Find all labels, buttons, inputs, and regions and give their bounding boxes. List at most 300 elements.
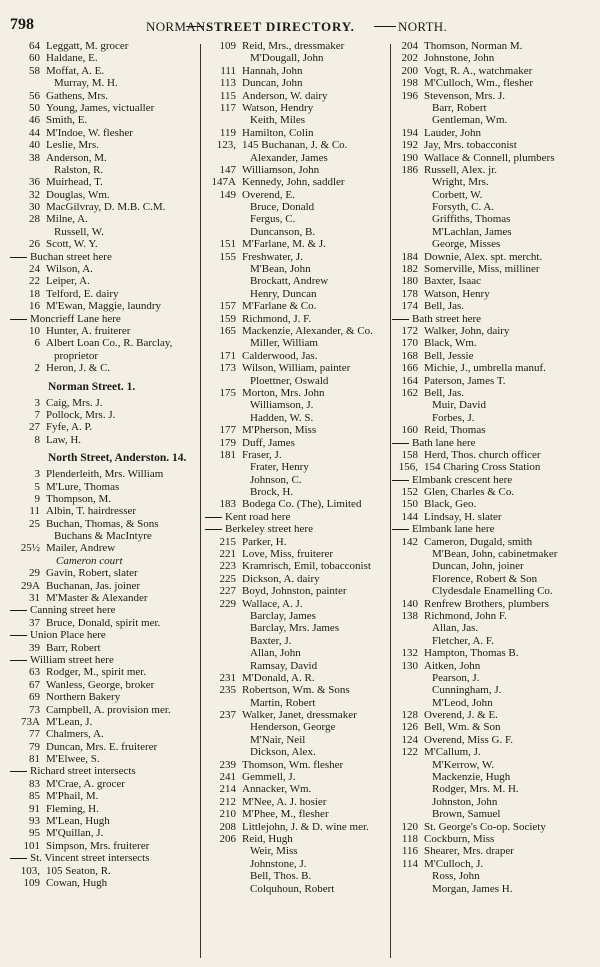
house-number: 165 bbox=[219, 324, 236, 337]
entry-text: Young, James, victualler bbox=[46, 101, 155, 114]
directory-entry bbox=[392, 238, 588, 250]
entry-text: M'Lean, Hugh bbox=[46, 815, 110, 828]
directory-entry bbox=[392, 362, 588, 374]
entry-text: Bell, Wm. & Son bbox=[424, 721, 501, 734]
directory-entry bbox=[205, 399, 395, 411]
house-number: 151 bbox=[219, 238, 236, 251]
directory-entry bbox=[392, 672, 588, 684]
house-number: 24 bbox=[29, 263, 40, 276]
cross-street-marker bbox=[392, 474, 588, 486]
house-number: 198 bbox=[401, 77, 418, 90]
house-number: 37 bbox=[29, 616, 40, 629]
entry-text: Bell, Jas. bbox=[424, 386, 465, 399]
directory-entry bbox=[10, 337, 198, 349]
entry-text: Albin, T. hairdresser bbox=[46, 505, 137, 518]
entry-text: Hunter, A. fruiterer bbox=[46, 324, 131, 337]
entry-text: Williamson, John bbox=[242, 163, 320, 176]
marker-dash bbox=[10, 771, 27, 772]
entry-text: Love, Miss, fruiterer bbox=[242, 548, 334, 561]
directory-entry bbox=[392, 684, 588, 696]
directory-entry bbox=[205, 746, 395, 758]
house-number: 101 bbox=[23, 839, 40, 852]
entry-text: Fleming, H. bbox=[46, 802, 99, 815]
entry-text: 145 Buchanan, J. & Co. bbox=[242, 139, 348, 152]
directory-entry bbox=[10, 567, 198, 579]
house-number: 73A bbox=[21, 715, 40, 728]
directory-entry bbox=[205, 474, 395, 486]
entry-text: Muir, David bbox=[432, 399, 486, 412]
directory-entry bbox=[392, 164, 588, 176]
directory-entry bbox=[10, 201, 198, 213]
directory-entry bbox=[10, 778, 198, 790]
directory-entry bbox=[10, 300, 198, 312]
entry-text: Williamson, J. bbox=[250, 399, 314, 412]
directory-entry bbox=[392, 449, 588, 461]
entry-text: Martin, Robert bbox=[250, 696, 316, 709]
entry-text: Forsyth, C. A. bbox=[432, 201, 495, 214]
entry-text: Wanless, George, broker bbox=[46, 678, 155, 691]
header-right: NORTH. bbox=[398, 19, 448, 34]
marker-dash bbox=[205, 517, 222, 518]
house-number: 206 bbox=[219, 833, 236, 845]
directory-entry bbox=[10, 176, 198, 188]
directory-entry bbox=[10, 114, 198, 126]
directory-entry bbox=[205, 350, 395, 362]
house-number: 147 bbox=[219, 163, 236, 176]
house-number: 178 bbox=[401, 287, 418, 300]
directory-entry bbox=[392, 734, 588, 746]
directory-entry bbox=[10, 434, 198, 446]
entry-text: 105 Seaton, R. bbox=[46, 864, 111, 877]
entry-text: Ross, John bbox=[432, 870, 480, 883]
entry-text: Vogt, R. A., watchmaker bbox=[424, 64, 533, 77]
entry-text: M'Crae, A. grocer bbox=[46, 777, 125, 790]
house-number: 160 bbox=[401, 424, 418, 437]
entry-text: M'Phail, M. bbox=[46, 790, 99, 803]
entry-text: Calderwood, Jas. bbox=[242, 349, 318, 362]
house-number: 30 bbox=[29, 201, 40, 214]
marker-dash bbox=[10, 660, 27, 661]
directory-entry bbox=[205, 114, 395, 126]
house-number: 26 bbox=[29, 238, 40, 251]
directory-entry bbox=[205, 288, 395, 300]
entry-text: Moffat, A. E. bbox=[46, 64, 105, 77]
house-number: 126 bbox=[401, 721, 418, 734]
entry-text: Hamilton, Colin bbox=[242, 126, 314, 139]
entry-text: Griffiths, Thomas bbox=[432, 213, 511, 226]
house-number: 109 bbox=[219, 40, 236, 52]
cross-street-marker bbox=[10, 852, 198, 864]
house-number: 159 bbox=[219, 312, 236, 325]
directory-entry bbox=[205, 40, 395, 52]
house-number: 64 bbox=[29, 40, 40, 52]
directory-entry bbox=[10, 753, 198, 765]
house-number: 11 bbox=[29, 505, 40, 518]
entry-text: Michie, J., umbrella manuf. bbox=[424, 362, 546, 375]
house-number: 32 bbox=[29, 188, 40, 201]
directory-entry bbox=[205, 387, 395, 399]
directory-entry bbox=[205, 313, 395, 325]
directory-entry bbox=[205, 449, 395, 461]
house-number: 120 bbox=[401, 820, 418, 833]
directory-entry bbox=[205, 65, 395, 77]
entry-text: Bath street here bbox=[412, 312, 482, 325]
directory-entry bbox=[205, 139, 395, 151]
directory-entry bbox=[392, 461, 588, 473]
entry-text: St. George's Co-op. Society bbox=[424, 820, 546, 833]
entry-text: Haldane, E. bbox=[46, 52, 98, 65]
column-rule bbox=[200, 44, 201, 958]
house-number: 56 bbox=[29, 89, 40, 102]
entry-text: M'Callum, J. bbox=[424, 746, 481, 759]
entry-text: Dickson, A. dairy bbox=[242, 572, 320, 585]
entry-text: Wilson, A. bbox=[46, 263, 93, 276]
entry-text: Hampton, Thomas B. bbox=[424, 647, 519, 660]
house-number: 7 bbox=[34, 408, 40, 421]
house-number: 158 bbox=[401, 448, 418, 461]
entry-text: Overend, J. & E. bbox=[424, 709, 498, 722]
entry-text: Rodger, M., spirit mer. bbox=[46, 666, 147, 679]
directory-entry bbox=[10, 840, 198, 852]
cross-street-marker bbox=[205, 523, 395, 535]
entry-text: Cameron, Dugald, smith bbox=[424, 535, 533, 548]
entry-text: Leslie, Mrs. bbox=[46, 139, 99, 152]
house-number: 58 bbox=[29, 64, 40, 77]
entry-text: Stevenson, Mrs. J. bbox=[424, 89, 505, 102]
directory-entry bbox=[205, 734, 395, 746]
entry-text: Glen, Charles & Co. bbox=[424, 486, 515, 499]
directory-entry bbox=[10, 542, 198, 554]
directory-entry bbox=[10, 728, 198, 740]
directory-entry bbox=[205, 461, 395, 473]
directory-entry bbox=[392, 709, 588, 721]
entry-text: Russell, W. bbox=[54, 225, 104, 238]
directory-entry bbox=[392, 511, 588, 523]
entry-text: Richard street intersects bbox=[30, 765, 136, 778]
directory-entry bbox=[392, 300, 588, 312]
house-number: 95 bbox=[29, 827, 40, 840]
entry-text: Barr, Robert bbox=[432, 101, 487, 114]
entry-text: Duncan, Mrs. E. fruiterer bbox=[46, 740, 158, 753]
directory-entry bbox=[205, 870, 395, 882]
directory-entry bbox=[392, 883, 588, 895]
directory-entry bbox=[10, 350, 198, 362]
entry-text: Henry, Duncan bbox=[250, 287, 317, 300]
entry-text: Wallace & Connell, plumbers bbox=[424, 151, 555, 164]
directory-entry bbox=[392, 746, 588, 758]
directory-entry bbox=[392, 548, 588, 560]
directory-entry bbox=[392, 498, 588, 510]
entry-text: M'Lachlan, James bbox=[432, 225, 512, 238]
entry-text: Milne, A. bbox=[46, 213, 88, 226]
directory-entry bbox=[392, 213, 588, 225]
entry-text: Forbes, J. bbox=[432, 411, 475, 424]
house-number: 128 bbox=[401, 709, 418, 722]
directory-column-1 bbox=[10, 40, 198, 889]
entry-text: Paterson, James T. bbox=[424, 374, 506, 387]
entry-text: Black, Wm. bbox=[424, 337, 477, 350]
directory-entry bbox=[10, 152, 198, 164]
entry-text: M'Lean, J. bbox=[46, 715, 93, 728]
directory-entry bbox=[205, 796, 395, 808]
entry-text: Ramsay, David bbox=[250, 659, 318, 672]
entry-text: Heron, J. & C. bbox=[46, 362, 111, 375]
house-number: 157 bbox=[219, 300, 236, 313]
entry-text: M'Dougall, John bbox=[250, 52, 324, 65]
house-number: 225 bbox=[219, 572, 236, 585]
directory-entry bbox=[392, 40, 588, 52]
street-heading-text: Norman Street. 1. bbox=[48, 380, 136, 393]
directory-entry bbox=[205, 375, 395, 387]
entry-text: Bell, Jessie bbox=[424, 349, 474, 362]
cross-street-marker bbox=[392, 523, 588, 535]
house-number: 142 bbox=[401, 535, 418, 548]
entry-text: M'Quillan, J. bbox=[46, 827, 104, 840]
directory-entry bbox=[10, 226, 198, 238]
marker-dash bbox=[392, 319, 409, 320]
entry-text: Downie, Alex. spt. mercht. bbox=[424, 250, 543, 263]
entry-text: Herd, Thos. church officer bbox=[424, 448, 541, 461]
entry-text: M'Leod, John bbox=[432, 696, 493, 709]
entry-text: Watson, Henry bbox=[424, 287, 490, 300]
entry-text: Kennedy, John, saddler bbox=[242, 176, 345, 189]
directory-entry bbox=[205, 771, 395, 783]
entry-text: Kramrisch, Emil, tobacconist bbox=[242, 560, 371, 573]
house-number: 172 bbox=[401, 324, 418, 337]
entry-text: Caig, Mrs. J. bbox=[46, 396, 103, 409]
directory-entry bbox=[205, 573, 395, 585]
entry-text: Weir, Miss bbox=[250, 845, 298, 858]
entry-text: Thompson, M. bbox=[46, 492, 112, 505]
directory-entry bbox=[205, 536, 395, 548]
house-number: 223 bbox=[219, 560, 236, 573]
directory-entry bbox=[205, 226, 395, 238]
house-number: 173 bbox=[219, 362, 236, 375]
cross-street-marker bbox=[392, 313, 588, 325]
entry-text: Somerville, Miss, milliner bbox=[424, 263, 540, 276]
house-number: 44 bbox=[29, 126, 40, 139]
directory-entry bbox=[392, 337, 588, 349]
entry-text: Wilson, William, painter bbox=[242, 362, 351, 375]
entry-text: Johnston, John bbox=[432, 795, 498, 808]
directory-entry bbox=[205, 808, 395, 820]
directory-entry bbox=[392, 127, 588, 139]
directory-entry bbox=[10, 481, 198, 493]
entry-text: Duncanson, B. bbox=[250, 225, 316, 238]
entry-text: Wallace, A. J. bbox=[242, 597, 303, 610]
house-number: 50 bbox=[29, 101, 40, 114]
entry-text: Ralston, R. bbox=[54, 163, 104, 176]
directory-entry bbox=[392, 783, 588, 795]
directory-entry bbox=[392, 622, 588, 634]
house-number: 204 bbox=[401, 40, 418, 52]
directory-entry bbox=[10, 555, 198, 567]
house-number: 123, bbox=[216, 139, 236, 152]
house-number: 3 bbox=[34, 396, 40, 409]
entry-text: Reid, Hugh bbox=[242, 833, 293, 845]
house-number: 18 bbox=[29, 287, 40, 300]
house-number: 177 bbox=[219, 424, 236, 437]
entry-text: Bell, Thos. B. bbox=[250, 870, 312, 883]
entry-text: Russell, Alex. jr. bbox=[424, 163, 498, 176]
directory-entry bbox=[10, 238, 198, 250]
house-number: 214 bbox=[219, 783, 236, 796]
house-number: 8 bbox=[34, 433, 40, 446]
directory-entry bbox=[10, 741, 198, 753]
entry-text: Dickson, Alex. bbox=[250, 746, 316, 759]
entry-text: Bruce, Donald bbox=[250, 201, 315, 214]
entry-text: M'Nee, A. J. hosier bbox=[242, 795, 327, 808]
house-number: 235 bbox=[219, 684, 236, 697]
house-number: 227 bbox=[219, 585, 236, 598]
directory-entry bbox=[205, 635, 395, 647]
directory-entry bbox=[10, 530, 198, 542]
directory-entry bbox=[392, 102, 588, 114]
house-number: 28 bbox=[29, 213, 40, 226]
house-number: 183 bbox=[219, 498, 236, 511]
house-number: 182 bbox=[401, 263, 418, 276]
directory-entry bbox=[205, 300, 395, 312]
directory-entry bbox=[205, 189, 395, 201]
house-number: 2 bbox=[34, 362, 40, 375]
directory-entry bbox=[10, 288, 198, 300]
entry-text: Ploettner, Oswald bbox=[250, 374, 329, 387]
entry-text: Scott, W. Y. bbox=[46, 238, 98, 251]
directory-entry bbox=[205, 821, 395, 833]
entry-text: Buchan, Thomas, & Sons bbox=[46, 517, 159, 530]
house-number: 69 bbox=[29, 691, 40, 704]
house-number: 174 bbox=[401, 300, 418, 313]
directory-entry bbox=[392, 226, 588, 238]
directory-entry bbox=[10, 40, 198, 52]
entry-text: William street here bbox=[30, 653, 114, 666]
house-number: 239 bbox=[219, 758, 236, 771]
house-number: 162 bbox=[401, 386, 418, 399]
entry-text: M'Bean, John, cabinetmaker bbox=[432, 548, 558, 561]
directory-entry bbox=[10, 77, 198, 89]
directory-entry bbox=[10, 518, 198, 530]
entry-text: Duff, James bbox=[242, 436, 295, 449]
entry-text: Northern Bakery bbox=[46, 691, 121, 704]
directory-entry bbox=[205, 90, 395, 102]
house-number: 77 bbox=[29, 728, 40, 741]
house-number: 3 bbox=[34, 468, 40, 481]
directory-entry bbox=[392, 647, 588, 659]
entry-text: Black, Geo. bbox=[424, 498, 477, 511]
entry-text: M'Farlane & Co. bbox=[242, 300, 317, 313]
entry-text: Duncan, John bbox=[242, 77, 303, 90]
house-number: 119 bbox=[219, 126, 236, 139]
entry-text: MacGilvray, D. M.B. C.M. bbox=[46, 201, 166, 214]
directory-entry bbox=[205, 362, 395, 374]
directory-entry bbox=[392, 412, 588, 424]
house-number: 237 bbox=[219, 709, 236, 722]
marker-dash bbox=[10, 319, 27, 320]
entry-text: Annacker, Wm. bbox=[242, 783, 312, 796]
entry-text: Campbell, A. provision mer. bbox=[46, 703, 171, 716]
directory-entry bbox=[392, 251, 588, 263]
house-number: 229 bbox=[219, 597, 236, 610]
directory-entry bbox=[392, 65, 588, 77]
house-number: 25½ bbox=[20, 542, 40, 555]
directory-entry bbox=[392, 759, 588, 771]
entry-text: Murray, M. H. bbox=[54, 77, 118, 90]
directory-entry bbox=[205, 845, 395, 857]
directory-entry bbox=[205, 263, 395, 275]
header-dash bbox=[374, 26, 396, 27]
entry-text: Berkeley street here bbox=[225, 523, 313, 536]
entry-text: Morton, Mrs. John bbox=[242, 386, 325, 399]
entry-text: Parker, H. bbox=[242, 535, 287, 548]
house-number: 103, bbox=[20, 864, 40, 877]
house-number: 16 bbox=[29, 300, 40, 313]
directory-entry bbox=[205, 560, 395, 572]
house-number: 124 bbox=[401, 733, 418, 746]
house-number: 212 bbox=[219, 795, 236, 808]
entry-text: Johnstone, J. bbox=[250, 857, 307, 870]
directory-entry bbox=[392, 375, 588, 387]
directory-entry bbox=[10, 213, 198, 225]
directory-entry bbox=[10, 716, 198, 728]
house-number: 25 bbox=[29, 517, 40, 530]
house-number: 171 bbox=[219, 349, 236, 362]
house-number: 156, bbox=[398, 461, 418, 474]
directory-entry bbox=[10, 505, 198, 517]
directory-entry bbox=[10, 263, 198, 275]
directory-entry bbox=[392, 77, 588, 89]
entry-text: Reid, Mrs., dressmaker bbox=[242, 40, 345, 52]
entry-text: Miller, William bbox=[250, 337, 318, 350]
directory-entry bbox=[392, 176, 588, 188]
directory-entry bbox=[10, 704, 198, 716]
entry-text: Gavin, Robert, slater bbox=[46, 567, 138, 580]
house-number: 67 bbox=[29, 678, 40, 691]
directory-entry bbox=[10, 325, 198, 337]
directory-entry bbox=[392, 796, 588, 808]
entry-text: Colquhoun, Robert bbox=[250, 882, 335, 895]
marker-dash bbox=[392, 529, 409, 530]
entry-text: Richmond, J. F. bbox=[242, 312, 312, 325]
house-number: 79 bbox=[29, 740, 40, 753]
header-title: STREET DIRECTORY. bbox=[206, 19, 355, 34]
directory-entry bbox=[205, 598, 395, 610]
directory-entry bbox=[10, 865, 198, 877]
entry-text: Mackenzie, Alexander, & Co. bbox=[242, 324, 373, 337]
entry-text: Overend, E. bbox=[242, 188, 295, 201]
house-number: 118 bbox=[401, 833, 418, 845]
directory-entry bbox=[392, 721, 588, 733]
directory-entry bbox=[392, 585, 588, 597]
directory-entry bbox=[10, 803, 198, 815]
house-number: 152 bbox=[401, 486, 418, 499]
directory-entry bbox=[392, 263, 588, 275]
entry-text: Rodger, Mrs. M. H. bbox=[432, 783, 519, 796]
entry-text: Barclay, James bbox=[250, 609, 316, 622]
entry-text: Mailer, Andrew bbox=[46, 542, 116, 555]
directory-entry bbox=[10, 790, 198, 802]
directory-entry bbox=[392, 189, 588, 201]
directory-entry bbox=[10, 592, 198, 604]
directory-entry bbox=[205, 412, 395, 424]
entry-text: Johnstone, John bbox=[424, 52, 495, 65]
entry-text: Aitken, John bbox=[424, 659, 481, 672]
directory-entry bbox=[392, 610, 588, 622]
directory-entry bbox=[205, 585, 395, 597]
entry-text: Henderson, George bbox=[250, 721, 336, 734]
house-number: 117 bbox=[219, 101, 236, 114]
entry-text: Hadden, W. S. bbox=[250, 411, 314, 424]
house-number: 194 bbox=[401, 126, 418, 139]
